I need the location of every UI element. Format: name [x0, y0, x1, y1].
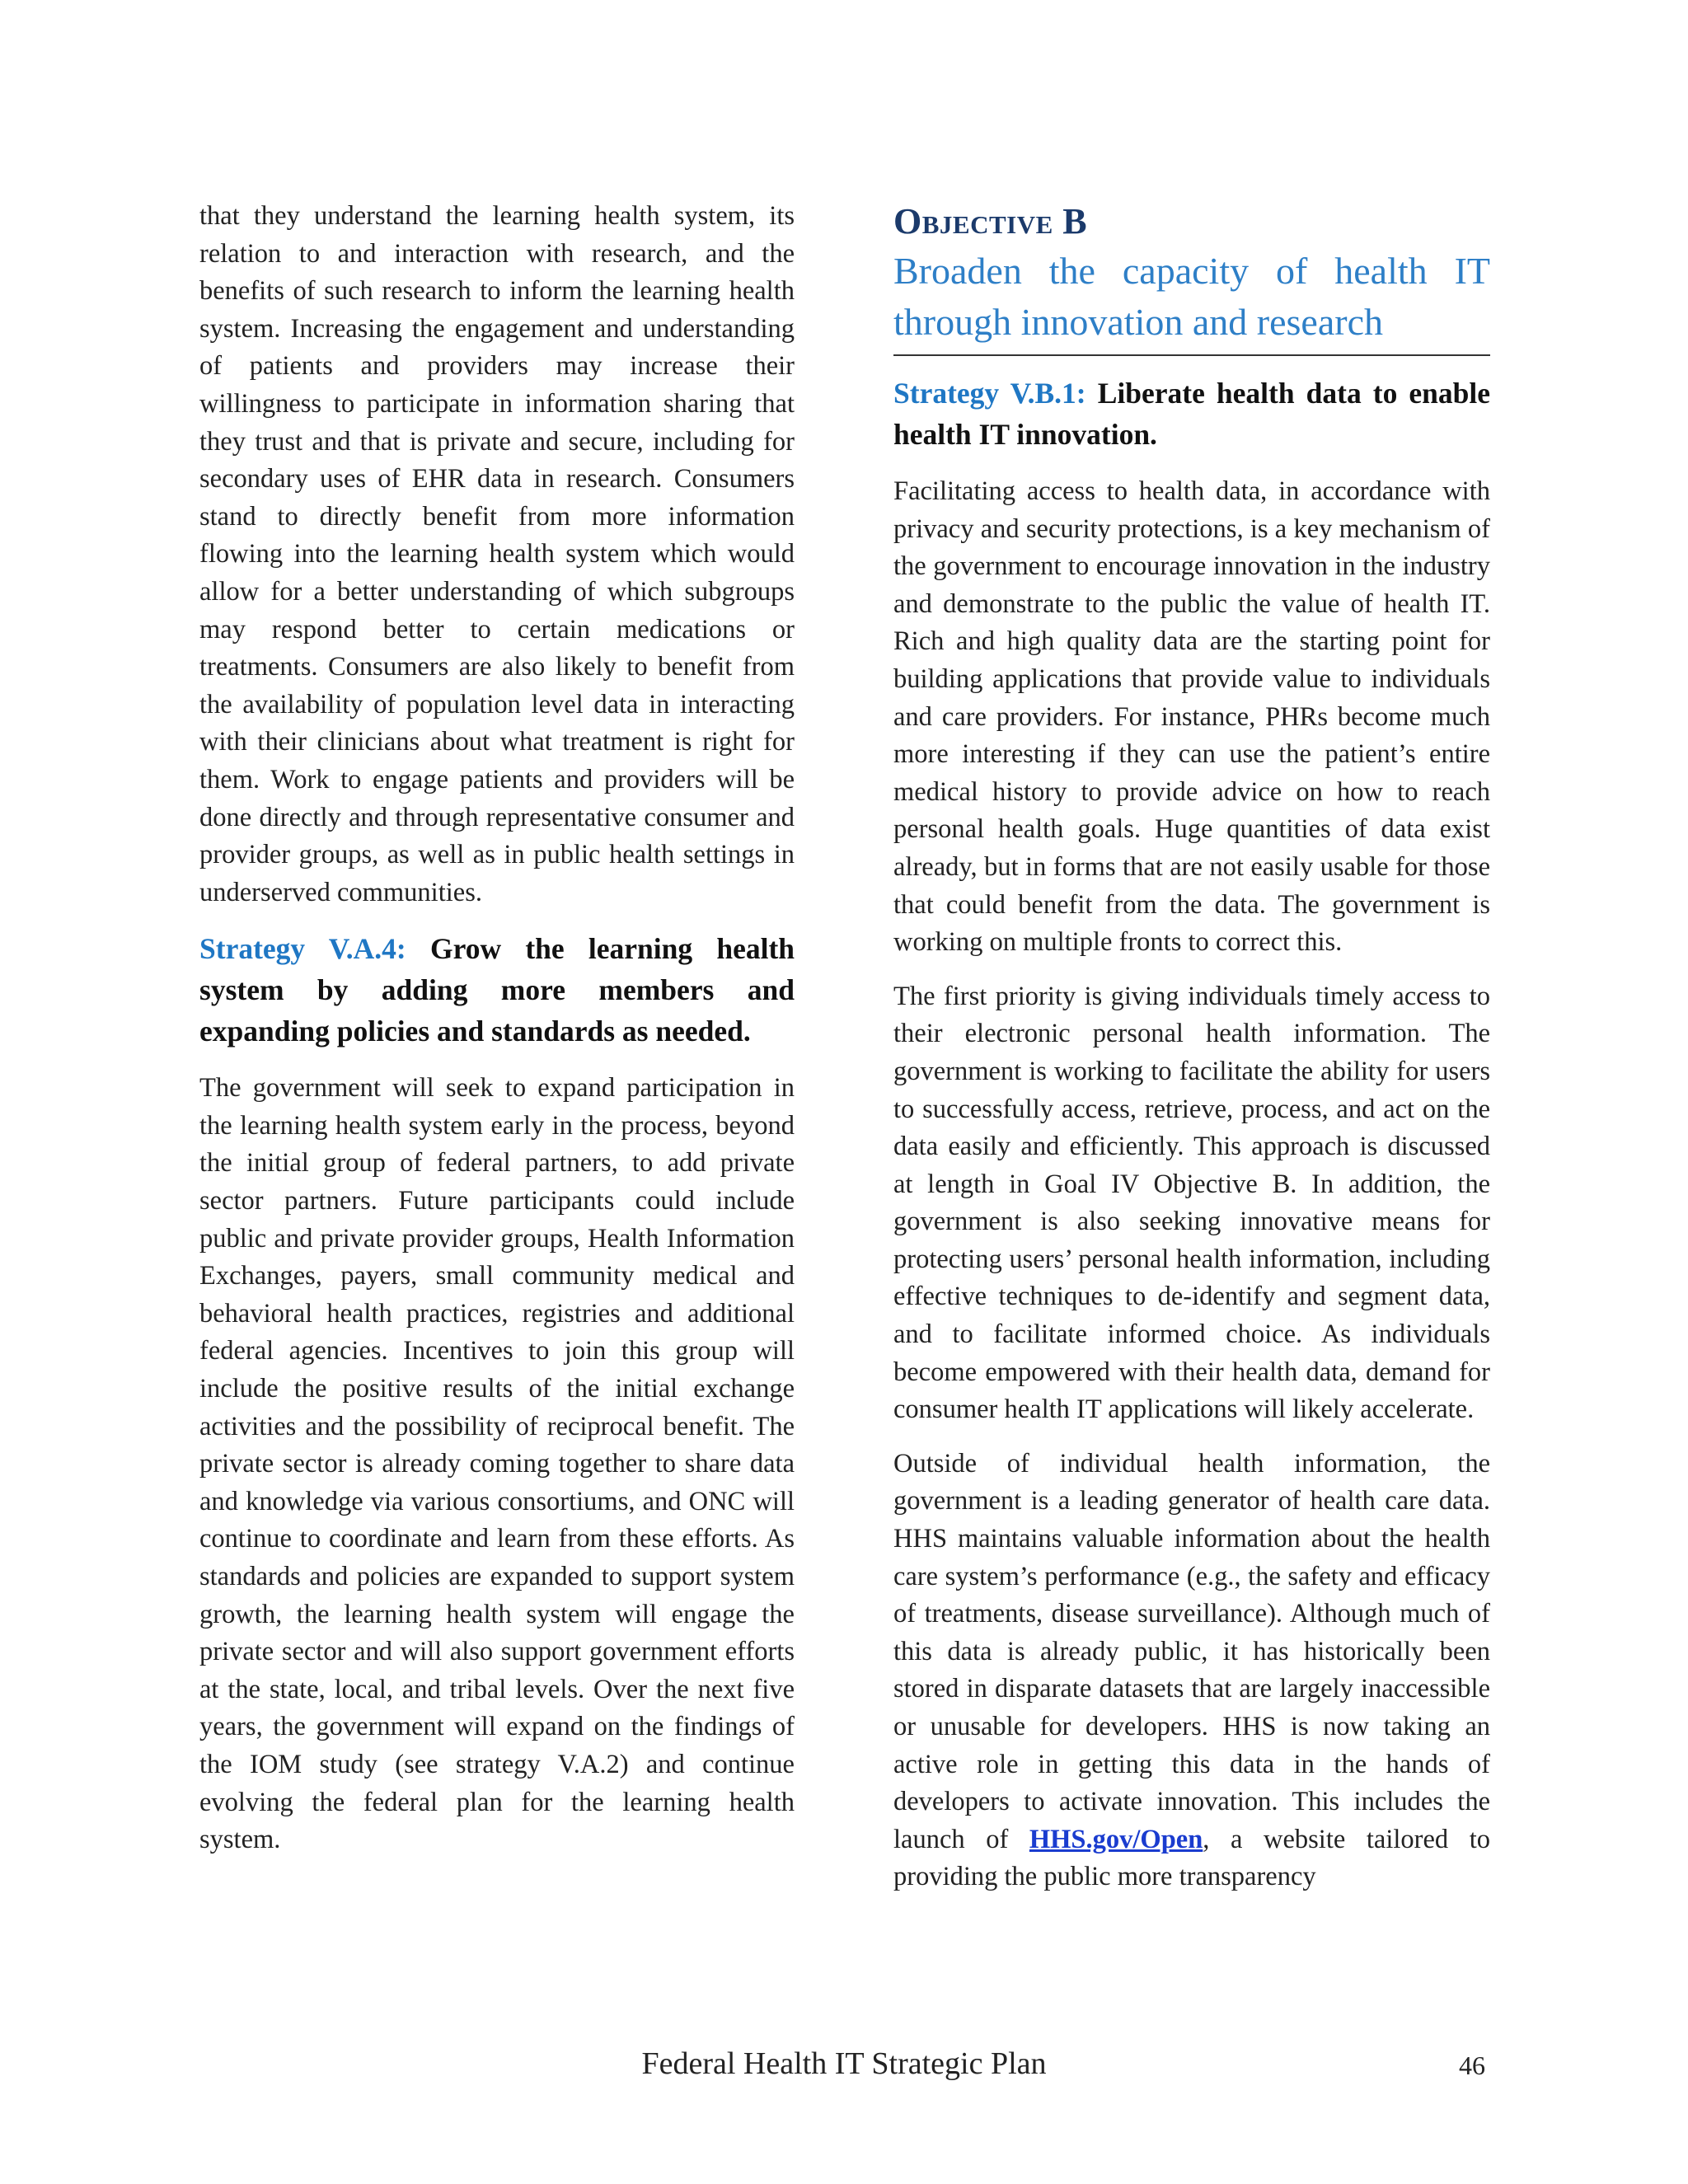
paragraph-text: Outside of individual health information, the government is a leading generator of health care data. HHS maintains valuable information about the health care system’s performance (e.g., the safety and efficacy of treatments, disease surveillance). Although much of this data is already public, it has historically been stored in disparate datasets that are largely inaccessible or unusable for developers. HHS is now taking an active role in getting this data in the hands of developers to activate innovation. This includes the launch of: [893, 1448, 1490, 1854]
strategy-title: Grow the learning health system by adding more members and expanding policies and standards as needed.: [199, 932, 795, 1048]
left-column: [199, 198, 795, 1876]
strategy-v-b-1-heading: [893, 373, 1490, 455]
left-paragraph-1: that they understand the learning health system, its relation to and interaction with research, and the benefits of such research to inform the learning health system. Increasing the engagement and understanding of patients and providers may increase their willingness to participate in information sharing that they trust and that is private and secure, including for secondary uses of EHR data in research. Consumers stand to directly benefit from more information flowing into the learning health system which would allow for a better understanding of which subgroups may respond better to certain medications or treatments. Consumers are also likely to benefit from the availability of population level data in interacting with their clinicians about what treatment is right for them. Work to engage patients and providers will be done directly and through representative consumer and provider groups, as well as in public health settings in underserved communities.: [199, 201, 795, 907]
page-footer: [0, 2046, 1688, 2095]
strategy-label: Strategy V.B.1:: [893, 377, 1086, 410]
strategy-title: Liberate health data to enable health IT innovation.: [893, 377, 1490, 451]
objective-divider: [893, 354, 1490, 356]
strategy-v-a-4-heading: [199, 928, 795, 1052]
right-paragraph-1: Facilitating access to health data, in accordance with privacy and security protections, is a key mechanism of the government to encourage innovation in the industry and demonstrate to the public the value of health IT. Rich and high quality data are the starting point for building applications that provide value to individuals and care providers. For instance, PHRs become much more interesting if they can use the patient’s entire medical history to provide advice on how to reach personal health goals. Huge quantities of data exist already, but in forms that are not easily usable for those that could benefit from the data. The government is working on multiple fronts to correct this.: [893, 476, 1490, 958]
hhs-open-link[interactable]: HHS.gov/Open: [1029, 1824, 1203, 1854]
right-paragraph-3: [893, 1446, 1490, 1896]
objective-subtitle: Broaden the capacity of health IT through innovation and research: [893, 250, 1490, 343]
page-number: 46: [1459, 2050, 1485, 2080]
objective-heading: Objective B: [893, 201, 1088, 241]
strategy-label: Strategy V.A.4:: [199, 932, 406, 966]
right-paragraph-2: The first priority is giving individuals timely access to their electronic personal health information. The government is working to facilitate the ability for users to successfully access, retrieve, process, and act on the data easily and efficiently. This approach is discussed at length in Goal IV Objective B. In addition, the government is also seeking innovative means for protecting users’ personal health information, including effective techniques to de-identify and segment data, and to facilitate informed choice. As individuals become empowered with their health data, demand for consumer health IT applications will likely accelerate.: [893, 981, 1490, 1425]
footer-title: Federal Health IT Strategic Plan: [641, 2046, 1047, 2081]
paragraph-text: , a website tailored to providing the public more transparency: [893, 1824, 1490, 1892]
objective-b-block: [893, 198, 1490, 356]
left-paragraph-2: The government will seek to expand participation in the learning health system early in the process, beyond the initial group of federal partners, to add private sector partners. Future participants could include public and private provider groups, Health Information Exchanges, payers, small community medical and behavioral health practices, registries and additional federal agencies. Incentives to join this group will include the positive results of the initial exchange activities and the possibility of reciprocal benefit. The private sector is already coming together to share data and knowledge via various consortiums, and ONC will continue to coordinate and learn from these efforts. As standards and policies are expanded to support system growth, the learning health system will engage the private sector and will also support government efforts at the state, local, and tribal levels. Over the next five years, the government will expand on the findings of the IOM study (see strategy V.A.2) and continue evolving the federal plan for the learning health system.: [199, 1073, 795, 1855]
right-column: [893, 198, 1490, 1913]
